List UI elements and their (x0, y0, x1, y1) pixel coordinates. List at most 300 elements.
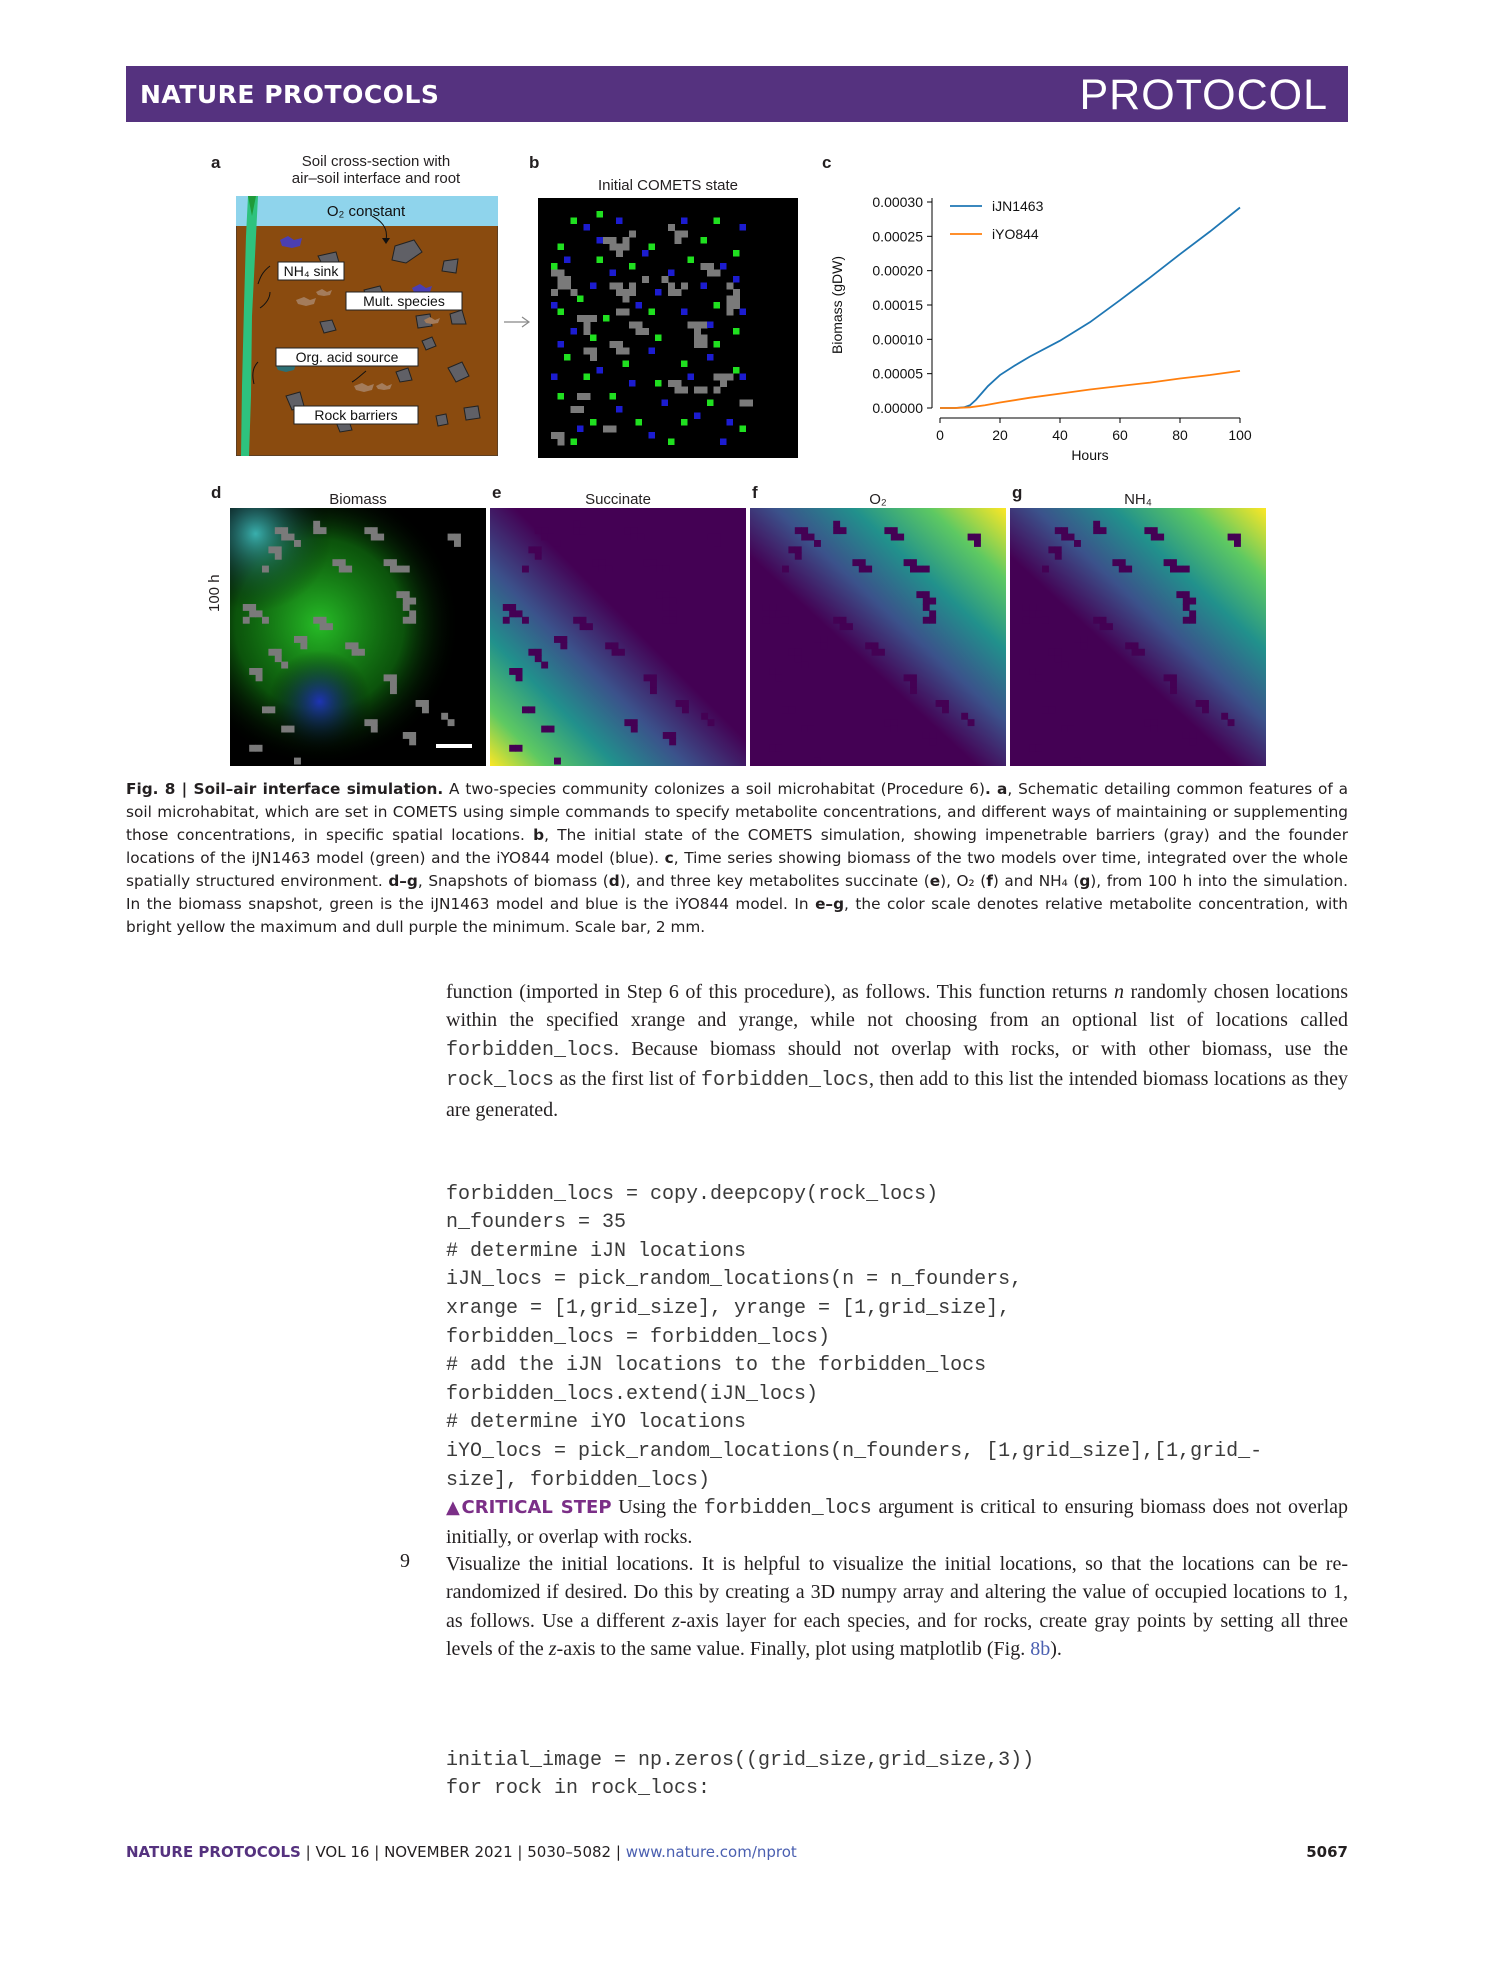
rock-block (910, 559, 917, 566)
rock-block (788, 546, 795, 553)
rock-block (801, 662, 808, 669)
rock-block (612, 642, 619, 649)
caption-intro: A two-species community colonizes a soil microhabitat (Procedure 6) (443, 780, 985, 798)
rock-block (1055, 527, 1062, 534)
rock-block (320, 623, 327, 630)
footer (126, 1843, 797, 1861)
rock-block (1164, 559, 1171, 566)
rock-cell (675, 237, 682, 244)
rock-block (669, 732, 676, 739)
step-z2: z (548, 1638, 557, 1661)
rock-block (390, 559, 397, 566)
ijn-founder-cell (584, 374, 591, 381)
rock-block (795, 553, 802, 560)
rock-block (1100, 623, 1107, 630)
panel-e-title: Succinate (585, 491, 651, 508)
rock-block (891, 726, 898, 733)
rock-block (326, 623, 333, 630)
rock-block (294, 540, 301, 547)
rock-block (256, 610, 263, 617)
rock-block (650, 674, 657, 681)
rock-block (763, 617, 770, 624)
rock-cell (629, 231, 636, 238)
rock-block (669, 610, 676, 617)
ijn-founder-cell (597, 257, 604, 264)
rock-cell (610, 341, 617, 348)
rock-block (1189, 610, 1196, 617)
rock-block (644, 674, 651, 681)
rock-block (1183, 566, 1190, 573)
rock-block (605, 566, 612, 573)
rock-block (833, 527, 840, 534)
iyo-founder-cell (577, 426, 584, 433)
rock-block (522, 566, 529, 573)
caption-g-text: ), from 100 h into the simulation. In the biomass snapshot, green is the iJN1463 model and blue is the iYO844 model. In (126, 872, 1348, 913)
ijn-founder-cell (571, 439, 578, 446)
iyo-founder-cell (564, 257, 571, 264)
fig-8b-link[interactable]: 8b (1030, 1638, 1051, 1661)
rock-block (916, 591, 923, 598)
rock-block (763, 604, 770, 611)
panel-d-biomass (230, 508, 486, 766)
ijn-founder-cell (733, 250, 740, 257)
rock-block (1189, 617, 1196, 624)
rock-block (262, 566, 269, 573)
rock-cell (694, 387, 701, 394)
rock-block (339, 559, 346, 566)
rock-block (409, 617, 416, 624)
rock-block (256, 745, 263, 752)
rock-block (535, 553, 542, 560)
rock-block (554, 540, 561, 547)
rock-block (281, 662, 288, 669)
rock-cell (668, 283, 675, 290)
ijn-founder-cell (636, 419, 643, 426)
rock-cell (642, 328, 649, 335)
rock-cell (577, 393, 584, 400)
rock-block (1029, 610, 1036, 617)
rock-cell (623, 237, 630, 244)
rock-block (409, 610, 416, 617)
rock-block (631, 534, 638, 541)
rock-block (878, 649, 885, 656)
rock-block (1036, 610, 1043, 617)
rock-block (448, 534, 455, 541)
rock-block (396, 591, 403, 598)
caption-b-text: , The initial state of the COMETS simulation, showing impenetrable barriers (gray) and the founder locations of the iJN1463 model (green) and the iYO844 model (blue). (126, 826, 1348, 867)
rock-block (859, 559, 866, 566)
rock-cell (636, 322, 643, 329)
code-line: # determine iJN locations (446, 1239, 747, 1263)
rock-block (1176, 591, 1183, 598)
rock-block (1093, 617, 1100, 624)
caption-e-letter: e (929, 872, 941, 890)
rock-block (840, 527, 847, 534)
rock-block (390, 687, 397, 694)
ijn-founder-cell (655, 335, 662, 342)
rock-block (548, 534, 555, 541)
ijn-founder-cell (558, 309, 565, 316)
rock-cell (727, 296, 734, 303)
rock-block (1048, 649, 1055, 656)
rock-block (795, 546, 802, 553)
rock-block (294, 636, 301, 643)
rock-block (1183, 591, 1190, 598)
rock-cell (714, 374, 721, 381)
rock-block (929, 610, 936, 617)
rock-block (560, 636, 567, 643)
rock-block (682, 700, 689, 707)
rock-block (814, 758, 821, 765)
rock-block (249, 610, 256, 617)
rock-block (708, 534, 715, 541)
rock-block (865, 642, 872, 649)
rock-block (1036, 745, 1043, 752)
rock-block (1151, 527, 1158, 534)
rock-block (650, 681, 657, 688)
para1-code-rock: rock_locs (446, 1069, 555, 1093)
rock-barriers-label: Rock barriers (314, 407, 398, 423)
footer-pages: 5030–5082 (527, 1843, 612, 1861)
rock-block (1029, 668, 1036, 675)
iyo-founder-cell (727, 419, 734, 426)
rock-block (1029, 745, 1036, 752)
rock-block (503, 617, 510, 624)
rock-block (409, 732, 416, 739)
rock-block (535, 527, 542, 534)
y-tick-label: 0.00015 (872, 297, 923, 313)
rock-block (268, 649, 275, 656)
iyo-founder-cell (681, 218, 688, 225)
rock-block (541, 527, 548, 534)
footer-sep: | (611, 1843, 626, 1861)
rock-cell (668, 380, 675, 387)
para1-code-forbidden: forbidden_locs (446, 1038, 615, 1062)
iyo-founder-cell (597, 367, 604, 374)
rock-block (345, 566, 352, 573)
rock-block (580, 623, 587, 630)
rock-block (833, 617, 840, 624)
rock-block (390, 681, 397, 688)
rock-block (1170, 559, 1177, 566)
rock-block (776, 674, 783, 681)
rock-cell (701, 322, 708, 329)
rock-block (1048, 546, 1055, 553)
rock-block (1170, 687, 1177, 694)
iyo-founder-cell (551, 374, 558, 381)
rock-block (884, 719, 891, 726)
rock-block (801, 527, 808, 534)
rock-block (1183, 604, 1190, 611)
rock-block (371, 726, 378, 733)
rock-block (663, 604, 670, 611)
rock-block (782, 706, 789, 713)
rock-block (637, 534, 644, 541)
rock-block (923, 566, 930, 573)
iyo-founder-cell (551, 302, 558, 309)
rock-cell (636, 328, 643, 335)
ijn-founder-cell (571, 218, 578, 225)
rock-cell (733, 302, 740, 309)
caption-e-text: ), O₂ ( (940, 872, 987, 890)
rock-block (1074, 540, 1081, 547)
rock-block (923, 732, 930, 739)
rock-block (840, 617, 847, 624)
iyo-founder-cell (707, 322, 714, 329)
iyo-founder-cell (558, 341, 565, 348)
rock-cell (623, 348, 630, 355)
y-tick-label: 0.00005 (872, 365, 923, 382)
journal-banner (126, 66, 1348, 122)
rock-cell (720, 380, 727, 387)
rock-cell (558, 439, 565, 446)
ijn-founder-cell (655, 380, 662, 387)
iyo-founder-cell (662, 400, 669, 407)
rock-block (1144, 719, 1151, 726)
code-line: xrange = [1,grid_size], yrange = [1,grid_size], (446, 1296, 1011, 1320)
code-block-2 (446, 1718, 1356, 1832)
rock-block (281, 534, 288, 541)
rock-block (650, 566, 657, 573)
rock-block (910, 674, 917, 681)
rock-block (624, 719, 631, 726)
rock-block (288, 726, 295, 733)
rock-block (968, 719, 975, 726)
y-tick-label: 0.00030 (872, 194, 923, 210)
rock-block (1189, 738, 1196, 745)
rock-block (1042, 706, 1049, 713)
ijn-founder-cell (714, 302, 721, 309)
rock-block (1055, 553, 1062, 560)
body-paragraph-1 (446, 978, 1348, 1124)
rock-block (516, 610, 523, 617)
ijn-founder-cell (733, 328, 740, 335)
rock-block (782, 566, 789, 573)
para1-text-c: . Because biomass should not overlap with rocks, or with other biomass, use the (614, 1037, 1348, 1060)
rock-cell (720, 374, 727, 381)
caption-d-text: ), and three key metabolites succinate ( (619, 872, 930, 890)
code-line: # determine iYO locations (446, 1411, 747, 1435)
code-line: forbidden_locs = forbidden_locs) (446, 1325, 831, 1349)
rock-block (313, 527, 320, 534)
rock-cell (616, 309, 623, 316)
rock-cell (694, 341, 701, 348)
rock-cell (694, 328, 701, 335)
rock-cell (616, 244, 623, 251)
rock-block (701, 713, 708, 720)
rock-block (358, 649, 365, 656)
nh4-sink-label: NH₄ sink (283, 263, 339, 279)
panel-g-nh4 (1010, 508, 1266, 766)
para1-text-e: , then add to this list the intended biomass locations as they are generated. (446, 1068, 1349, 1121)
rock-cell (681, 283, 688, 290)
rock-block (788, 706, 795, 713)
rock-block (573, 527, 580, 534)
rock-cell (714, 387, 721, 394)
rock-block (605, 642, 612, 649)
rock-cell (623, 244, 630, 251)
rock-block (814, 636, 821, 643)
rock-cell (558, 270, 565, 277)
rock-block (1189, 598, 1196, 605)
rock-block (409, 598, 416, 605)
rock-block (808, 534, 815, 541)
rock-cell (610, 237, 617, 244)
rock-block (300, 636, 307, 643)
scale-bar (436, 744, 472, 748)
rock-cell (584, 322, 591, 329)
rock-block (968, 534, 975, 541)
rock-block (313, 521, 320, 528)
rock-block (1132, 649, 1139, 656)
ijn-founder-cell (590, 335, 597, 342)
rock-block (1234, 540, 1241, 547)
panel-letter-f: f (752, 483, 758, 502)
rock-block (663, 598, 670, 605)
rock-block (586, 623, 593, 630)
rock-cell (701, 263, 708, 270)
x-tick-label: 100 (1228, 427, 1252, 443)
rock-block (669, 617, 676, 624)
rock-block (422, 706, 429, 713)
iyo-founder-cell (733, 276, 740, 283)
iyo-founder-cell (597, 237, 604, 244)
critical-step-paragraph (446, 1493, 1348, 1552)
rock-cell (571, 406, 578, 413)
rock-block (275, 655, 282, 662)
ijn-founder-cell (629, 263, 636, 270)
rock-block (580, 617, 587, 624)
code-line: forbidden_locs.extend(iJN_locs) (446, 1382, 819, 1406)
rock-cell (740, 400, 747, 407)
rock-block (243, 604, 250, 611)
rock-block (1074, 758, 1081, 765)
footer-url-link[interactable]: www.nature.com/nprot (625, 1843, 797, 1861)
rock-block (942, 706, 949, 713)
iyo-founder-cell (720, 439, 727, 446)
rock-block (859, 566, 866, 573)
rock-block (814, 540, 821, 547)
footer-volume: VOL 16 (315, 1843, 370, 1861)
code-line: iJN_locs = pick_random_locations(n = n_founders, (446, 1268, 1023, 1292)
rock-cell (590, 348, 597, 355)
rock-block (1170, 681, 1177, 688)
rock-block (448, 719, 455, 726)
rock-block (714, 534, 721, 541)
rock-block (942, 700, 949, 707)
rock-block (1036, 674, 1043, 681)
rock-block (808, 726, 815, 733)
y-tick-label: 0.00010 (872, 331, 923, 348)
rock-cell (616, 250, 623, 257)
soil-schematic (236, 196, 498, 456)
rock-block (624, 527, 631, 534)
rock-block (1100, 527, 1107, 534)
x-tick-label: 0 (936, 427, 944, 443)
rock-cell (727, 374, 734, 381)
rock-block (1164, 674, 1171, 681)
series-line-iJN1463 (940, 207, 1240, 408)
panel-a-title-line1: Soil cross-section with (301, 153, 451, 170)
rock-cell (701, 335, 708, 342)
rock-block (840, 623, 847, 630)
caption-dg-letter: d–g (388, 872, 418, 890)
code-line: forbidden_locs = copy.deepcopy(rock_locs) (446, 1182, 939, 1206)
rock-block (1202, 700, 1209, 707)
rock-block (320, 527, 327, 534)
rock-block (801, 534, 808, 541)
iyo-founder-cell (584, 224, 591, 231)
rock-cell (662, 276, 669, 283)
rock-block (669, 738, 676, 745)
rock-block (516, 745, 523, 752)
rock-block (663, 617, 670, 624)
rock-cell (623, 296, 630, 303)
caption-eg-text: , the color scale denotes relative metabolite concentration, with bright yellow the maximum and dull purple the minimum. Scale bar, 2 mm. (126, 895, 1348, 936)
rock-block (795, 649, 802, 656)
iyo-founder-cell (694, 413, 701, 420)
footer-brand: NATURE PROTOCOLS (126, 1843, 301, 1861)
legend-label-iJN1463: iJN1463 (992, 198, 1044, 214)
rock-block (650, 687, 657, 694)
ijn-founder-cell (577, 296, 584, 303)
step-9-paragraph (446, 1550, 1348, 1664)
code-line: # add the iJN locations to the forbidden_locs (446, 1354, 987, 1378)
rock-block (631, 719, 638, 726)
x-tick-label: 80 (1172, 427, 1188, 443)
step-text-b: -axis layer for each species, and for rocks, create gray points by setting all three levels of the (446, 1609, 1348, 1661)
rock-block (509, 604, 516, 611)
rock-block (1183, 732, 1190, 739)
rock-block (676, 700, 683, 707)
rock-block (1202, 706, 1209, 713)
para1-code-forbidden-2: forbidden_locs (700, 1069, 870, 1093)
iyo-founder-cell (649, 348, 656, 355)
rock-cell (551, 289, 558, 296)
step-number: 9 (400, 1550, 410, 1572)
rock-block (872, 642, 879, 649)
rock-cell (675, 231, 682, 238)
rock-block (1055, 546, 1062, 553)
rock-block (910, 681, 917, 688)
caption-dot: . (984, 780, 991, 798)
rock-block (1234, 534, 1241, 541)
rock-cell (551, 432, 558, 439)
rock-block (1036, 668, 1043, 675)
rock-block (1183, 617, 1190, 624)
rock-block (776, 610, 783, 617)
rock-block (403, 617, 410, 624)
rock-block (897, 534, 904, 541)
rock-block (403, 732, 410, 739)
ijn-founder-cell (668, 439, 675, 446)
rock-block (275, 546, 282, 553)
rock-block (522, 706, 529, 713)
rock-block (262, 706, 269, 713)
iyo-founder-cell (688, 374, 695, 381)
caption-a-letter: a (990, 780, 1008, 798)
ijn-founder-cell (597, 211, 604, 218)
rock-block (548, 726, 555, 733)
y-tick-label: 0.00025 (872, 228, 923, 245)
rock-block (403, 598, 410, 605)
rock-cell (642, 276, 649, 283)
iyo-founder-cell (571, 328, 578, 335)
rock-block (644, 559, 651, 566)
rock-block (1157, 534, 1164, 541)
rock-block (535, 546, 542, 553)
caption-a-text: , Schematic detailing common features of a soil microhabitat, which are set in COMETS using simple commands to specify metabolite concentrations, and different ways of maintaining or supplementing those concentrations, in specific spatial locations. (126, 780, 1348, 844)
